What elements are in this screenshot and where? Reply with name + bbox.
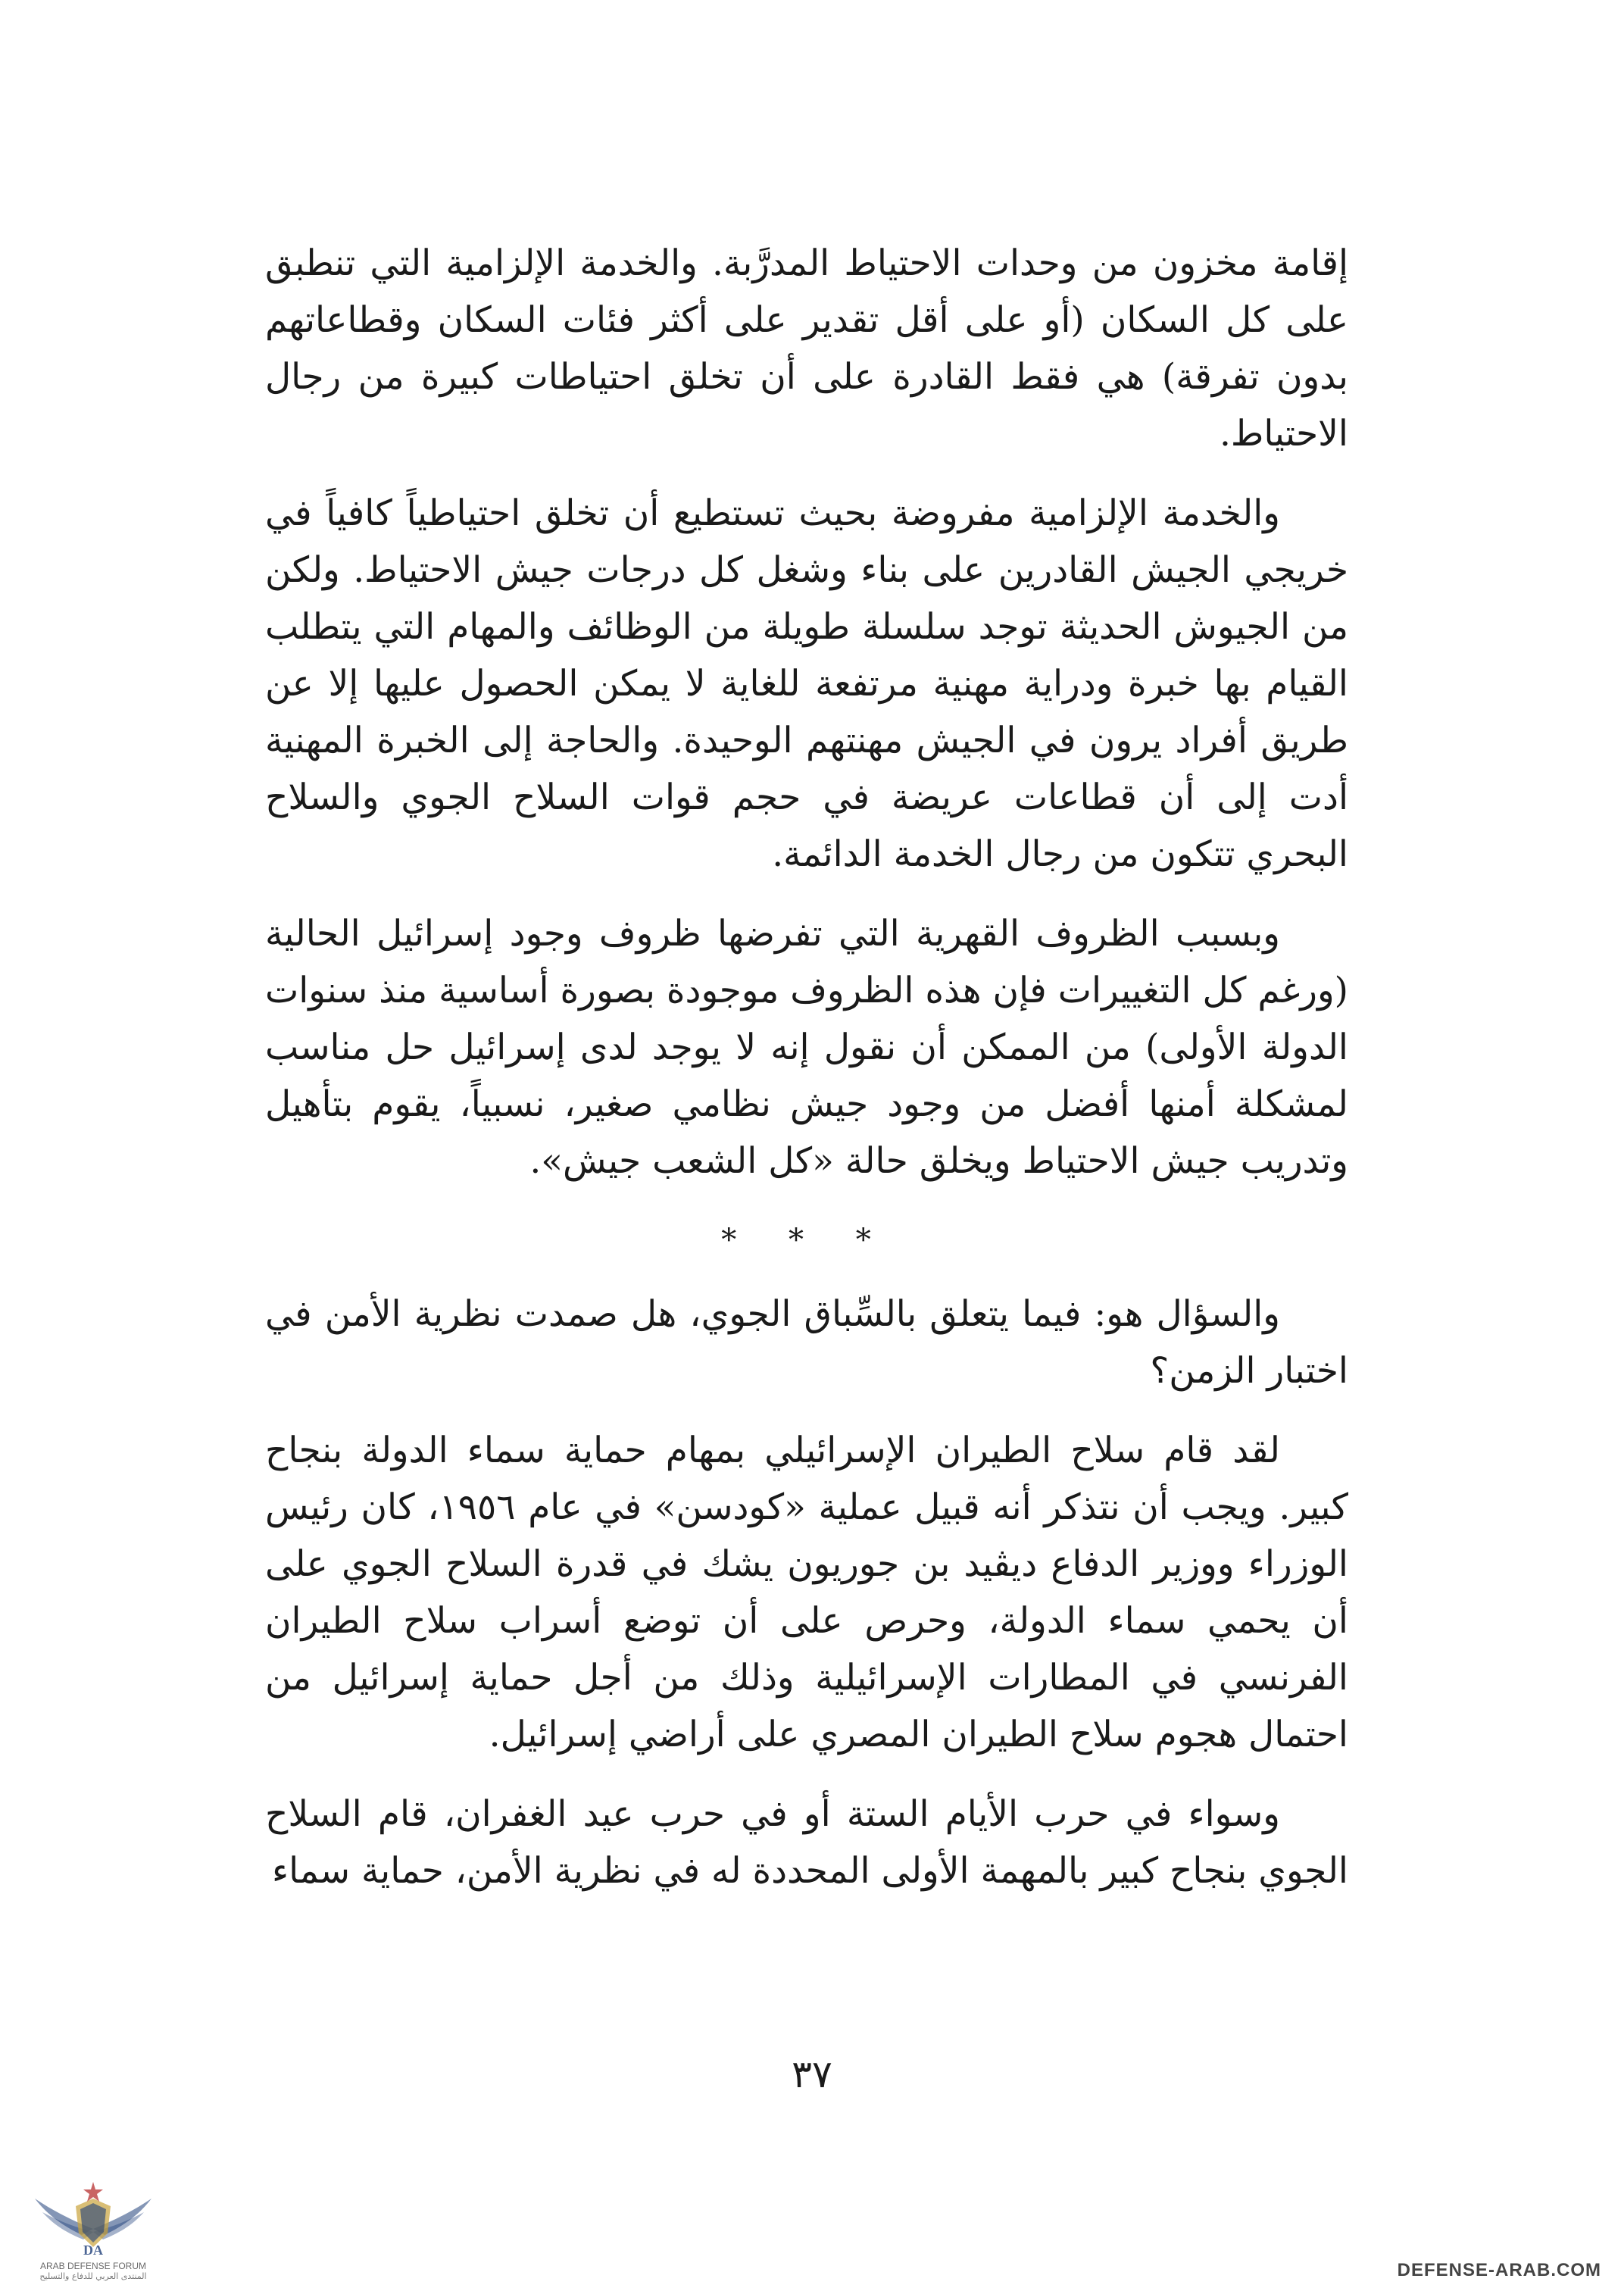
body-text (265, 235, 1348, 1922)
paragraph-5: لقد قام سلاح الطيران الإسرائيلي بمهام حماية سماء الدولة بنجاح كبير. ويجب أن نتذكر أنه قبيل عملية «كودسن» في عام ١٩٥٦، كان رئيس الوزراء ووزير الدفاع ديڤيد بن جوريون يشك في قدرة السلاح الجوي على أن يحمي سماء الدولة، وحرص على أن توضع أسراب سلاح الطيران الفرنسي في المطارات الإسرائيلية وذلك من أجل حماية إسرائيل من احتمال هجوم سلاح الطيران المصري على أراضي إسرائيل. (265, 1430, 1348, 1755)
paragraph-4: والسؤال هو: فيما يتعلق بالسِّباق الجوي، هل صمدت نظرية الأمن في اختبار الزمن؟ (265, 1293, 1348, 1392)
paragraph-3: وبسبب الظروف القهرية التي تفرضها ظروف وجود إسرائيل الحالية (ورغم كل التغييرات فإن هذه الظروف موجودة بصورة أساسية منذ سنوات الدولة الأولى) من الممكن أن نقول إنه لا يوجد لدى إسرائيل حل مناسب لمشكلة أمنها أفضل من وجود جيش نظامي صغير، نسبياً، يقوم بتأهيل وتدريب جيش الاحتياط ويخلق حالة «كل الشعب جيش». (265, 913, 1348, 1182)
page-number: ٣٧ (792, 2052, 832, 2096)
svg-text:DA: DA (83, 2243, 103, 2258)
logo-caption-arabic: المنتدى العربي للدفاع والتسليح (39, 2271, 147, 2281)
paragraph-6: وسواء في حرب الأيام الستة أو في حرب عيد الغفران، قام السلاح الجوي بنجاح كبير بالمهمة الأولى المحددة له في نظرية الأمن، حماية سماء (265, 1793, 1348, 1892)
winged-emblem-icon (29, 2176, 158, 2261)
arab-defense-forum-logo (29, 2176, 158, 2282)
paragraph-2: والخدمة الإلزامية مفروضة بحيث تستطيع أن تخلق احتياطياً كافياً في خريجي الجيش القادرين على بناء وشغل كل درجات جيش الاحتياط. ولكن من الجيوش الحديثة توجد سلسلة طويلة من الوظائف والمهام التي يتطلب القيام بها خبرة ودراية مهنية مرتفعة للغاية لا يمكن الحصول عليها إلا عن طريق أفراد يرون في الجيش مهنتهم الوحيدة. والحاجة إلى الخبرة المهنية أدت إلى أن قطاعات عريضة في حجم قوات السلاح الجوي والسلاح البحري تتكون من رجال الخدمة الدائمة. (265, 492, 1348, 875)
section-separator: * * * (721, 1223, 892, 1258)
logo-caption-english: ARAB DEFENSE FORUM (39, 2261, 146, 2271)
site-url-watermark: DEFENSE-ARAB.COM (1397, 2260, 1601, 2280)
paragraph-1: إقامة مخزون من وحدات الاحتياط المدرَّبة. والخدمة الإلزامية التي تنطبق على كل السكان (أو على أقل تقدير على أكثر فئات السكان وقطاعاتهم بدون تفرقة) هي فقط القادرة على أن تخلق احتياطات كبيرة من رجال الاحتياط. (265, 242, 1348, 455)
